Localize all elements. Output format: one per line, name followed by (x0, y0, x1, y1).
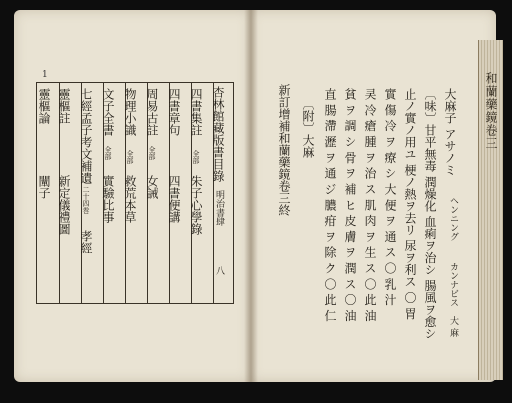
catalog-entry-note: 全部 (148, 146, 156, 160)
text-line: 直 腸 滯 瀝 ヲ 通 ジ 膿 疳 ヲ 除 ク 〇 此 仁 (323, 88, 337, 322)
catalog-entry: 四書章句 (167, 88, 181, 136)
catalog-entry-lower: 實驗比事 (101, 175, 115, 223)
catalog-page-label: 明治書肆 (214, 190, 224, 226)
volume-end-title: 新訂增補和蘭藥鏡卷三終 (277, 84, 291, 216)
catalog-entry-note: 全部 (104, 146, 112, 160)
catalog-entry-note: 二十四巻 (82, 186, 90, 214)
text-line: 大麻子 アサノミ (443, 88, 457, 176)
catalog-entry-lower: 新定儀禮圖 (57, 175, 71, 235)
catalog-entry: 七經孟子考文補遺 (79, 88, 93, 184)
catalog-entry: 周易古註 (145, 88, 159, 136)
catalog-entry: 文子全書 (101, 88, 115, 136)
catalog-entry-lower: 女誡 (145, 175, 159, 199)
page-edges (478, 40, 503, 380)
edge-title: 和蘭藥鏡卷三 (484, 72, 498, 150)
catalog-entry-lower: 朱子心學錄 (189, 175, 203, 235)
catalog-entry-note: 全部 (192, 150, 200, 164)
catalog-entry-lower: 闡子 (37, 175, 51, 199)
annotation: 大 麻 (448, 316, 458, 337)
catalog-header-number: 八 (214, 266, 224, 275)
catalog-entry: 靈樞論 (37, 88, 51, 124)
catalog-entry-lower: 救荒本草 (123, 175, 137, 223)
text-line: 〔味〕甘平無毒 潤燥化 血痢ヲ治シ 腸風ヲ愈シ (423, 88, 437, 340)
text-line: 止ノ實ノ用ユ 梗ノ熱ヲ去リ 尿ヲ利ス 〇 胃 (403, 88, 417, 320)
text-line: 㚑 冷 瘡 腫 ヲ 治 ス 肌 肉 ヲ 生 ス 〇 此 油 (363, 88, 377, 322)
catalog-entry: 物理小識 (123, 88, 137, 136)
book-gutter (244, 10, 258, 382)
catalog-entry: 靈樞註 (57, 88, 71, 124)
text-line: 實 傷 冷 ヲ 療 シ 大 便 ヲ 通 ス 〇 乳 汁 (383, 88, 397, 306)
appendix-label: 〔附〕大麻 (301, 98, 315, 158)
annotation: ヘンニング (448, 196, 458, 241)
catalog-entry-note: 全部 (126, 150, 134, 164)
catalog-entry: 四書集註 (189, 88, 203, 136)
catalog-entry-lower: 孝經 (79, 230, 93, 254)
left-page-number: 1 (42, 70, 48, 80)
catalog-title: 杏林館藏版書目錄 (211, 86, 225, 182)
annotation: カンナビス (448, 262, 458, 307)
text-line: 貧 ヲ 調 シ 骨 ヲ 補 ヒ 皮 膚 ヲ 潤 ス 〇 油 (343, 88, 357, 322)
catalog-entry-lower: 四書便講 (167, 175, 181, 223)
